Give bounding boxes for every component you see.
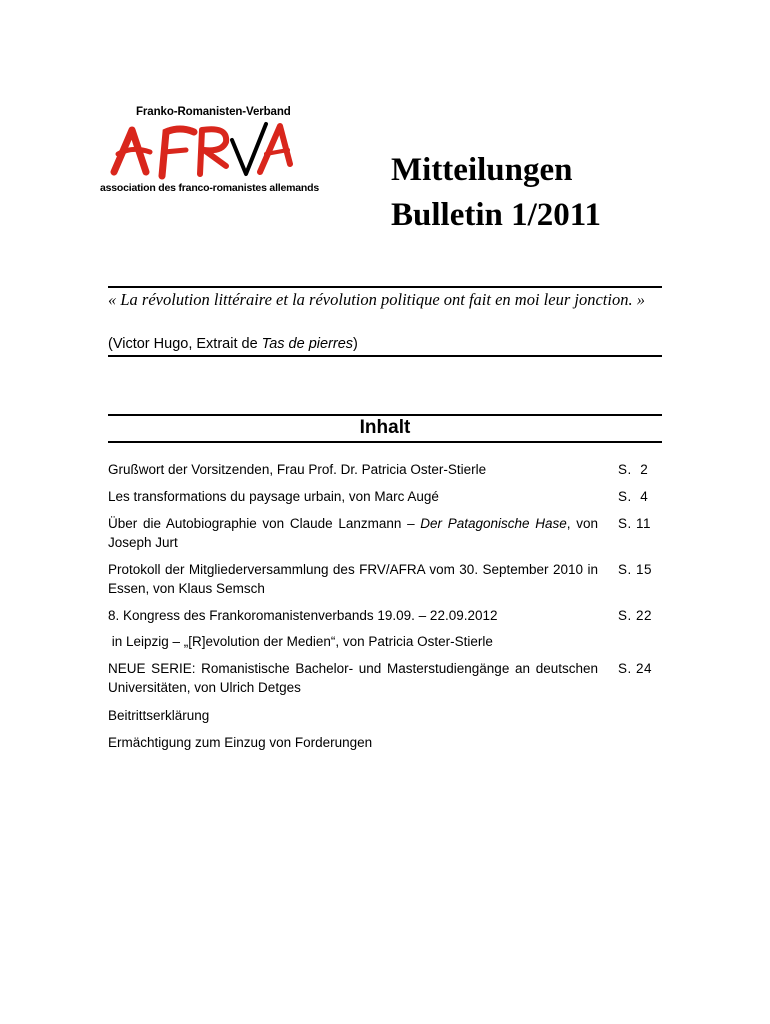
afra-lettering-graphic: [110, 120, 295, 180]
toc-entry-page: S. 15: [618, 562, 653, 577]
bulletin-number: Bulletin 1/2011: [391, 197, 601, 233]
afra-logo: [100, 104, 319, 204]
toc-entry-text: NEUE SERIE: Romanistische Bachelor- und Masterstudiengänge an deutschen Universitäten, von Ulrich Detges: [108, 661, 598, 695]
logo-top-text: Franko-Romanisten-Verband: [136, 106, 291, 118]
toc-top-rule: [108, 414, 662, 416]
logo-bottom-text: association des franco-romanistes allemands: [100, 182, 319, 194]
toc-entry-text: in Leipzig – „[R]evolution der Medien“, von Patricia Oster-Stierle: [108, 634, 493, 649]
toc-entry-page: S. 24: [618, 661, 653, 676]
toc-entry-text-italic: Der Patagonische Hase: [420, 516, 567, 531]
quote-text: « La révolution littéraire et la révolution politique ont fait en moi leur jonction. »: [108, 290, 645, 309]
toc-entry-text: Grußwort der Vorsitzenden, Frau Prof. Dr. Patricia Oster-Stierle: [108, 462, 487, 477]
toc-entry-page: S. 11: [618, 516, 652, 531]
page-title: Mitteilungen: [391, 152, 573, 188]
quote-bottom-rule: [108, 355, 662, 357]
attribution-work: Tas de pierres: [261, 336, 354, 352]
toc-entry-text-part: , von Joseph Jurt: [108, 516, 598, 550]
toc-heading: Inhalt: [359, 417, 411, 438]
toc-entry-text: Les transformations du paysage urbain, von Marc Augé: [108, 489, 439, 504]
toc-entry-text: Beitrittserklärung: [108, 708, 210, 723]
quote-attribution: [108, 336, 358, 352]
toc-entry-text: Protokoll der Mitgliederversammlung des FRV/AFRA vom 30. September 2010 in Essen, von Klaus Semsch: [108, 562, 598, 596]
attribution-suffix: ): [353, 336, 358, 352]
quote-top-rule: [108, 286, 662, 288]
attribution-prefix: (Victor Hugo, Extrait de: [108, 336, 262, 352]
toc-entry-text-part: Über die Autobiographie von Claude Lanzmann –: [108, 516, 421, 531]
toc-entry-text: [108, 514, 598, 552]
toc-entry-text: Ermächtigung zum Einzug von Forderungen: [108, 735, 373, 750]
toc-entry-text: 8. Kongress des Frankoromanistenverbands 19.09. – 22.09.2012: [108, 608, 498, 623]
toc-entry-page: S. 22: [618, 608, 653, 623]
toc-entry-page: S. 2: [618, 462, 649, 477]
toc-heading-rule: [108, 441, 662, 443]
toc-entry-page: S. 4: [618, 489, 649, 504]
